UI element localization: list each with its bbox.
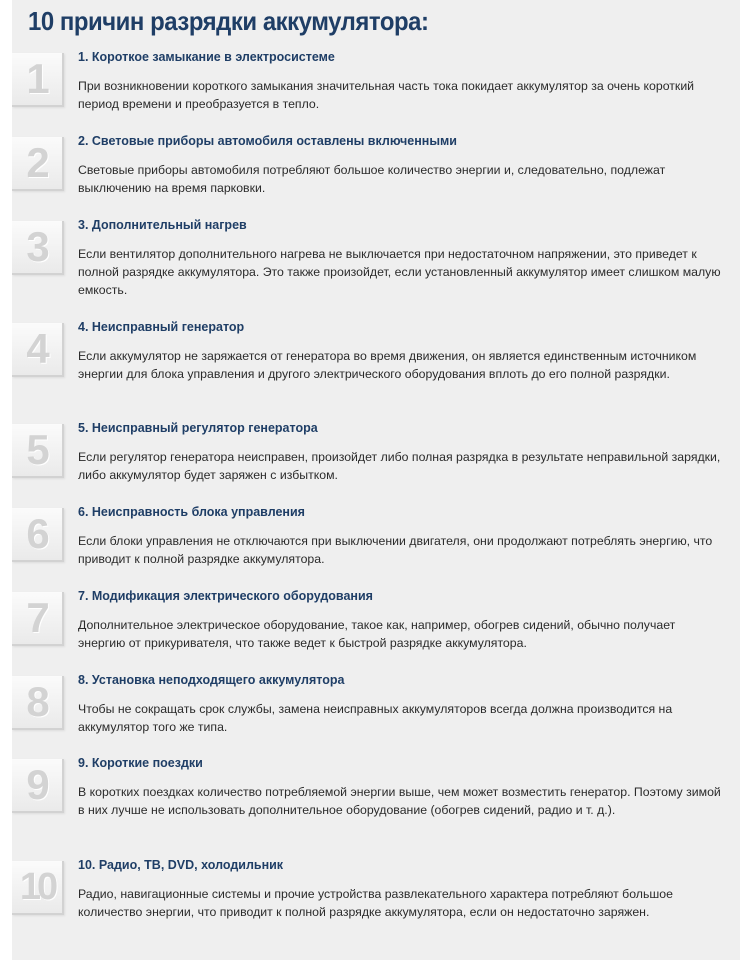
item-text: В коротких поездках количество потребляемой энергии выше, чем может возместить генератор. Поэтому зимой в них лучше не использовать дополнительное оборудование (обогрев сидений, радио и т. д.). (78, 785, 721, 817)
item-heading: 5. Неисправный регулятор генератора (78, 421, 318, 435)
item-text: При возникновении короткого замыкания значительная часть тока покидает аккумулятор за очень короткий период времени и преобразуется в тепло. (78, 79, 695, 111)
number-badge: 2 (12, 137, 64, 191)
item-text: Если блоки управления не отключаются при выключении двигателя, они продолжают потреблять энергию, что приводит к полной разрядке аккумулятора. (78, 534, 713, 566)
item-text: Радио, навигационные системы и прочие устройства развлекательного характера потребляют большое количество энергии, что приводит к полной разрядке аккумулятора, если он недостаточно заряжен. (78, 887, 673, 919)
item-text: Дополнительное электрическое оборудование, такое как, например, обогрев сидений, обычно получает энергию от прикуривателя, что также ведет к быстрой разрядке аккумулятора. (78, 618, 676, 650)
item-heading: 3. Дополнительный нагрев (78, 218, 247, 232)
item-text: Если вентилятор дополнительного нагрева не выключается при недостаточном напряжении, это приведет к полной разрядке аккумулятора. Это также произойдет, если установленный аккумулятор имеет слишком малую емкость. (78, 247, 721, 297)
item-text: Если аккумулятор не заряжается от генератора во время движения, он является единственным источником энергии для блока управления и другого электрического оборудования вплоть до его полной разрядки. (78, 349, 697, 381)
content-panel (12, 0, 740, 960)
item-text: Световые приборы автомобиля потребляют большое количество энергии и, следовательно, подлежат выключению на время парковки. (78, 163, 666, 195)
item-text: Чтобы не сокращать срок службы, замена неисправных аккумуляторов всегда должна производится на аккумулятор того же типа. (78, 702, 673, 734)
item-heading: 6. Неисправность блока управления (78, 505, 305, 519)
item-heading: 8. Установка неподходящего аккумулятора (78, 673, 345, 687)
item-heading: 1. Короткое замыкание в электросистеме (78, 50, 335, 64)
item-text: Если регулятор генератора неисправен, произойдет либо полная разрядка в результате неправильной зарядки, либо аккумулятор будет заряжен с избытком. (78, 450, 721, 482)
item-heading: 7. Модификация электрического оборудования (78, 589, 373, 603)
item-heading: 9. Короткие поездки (78, 756, 203, 770)
item-heading: 10. Радио, ТВ, DVD, холодильник (78, 858, 284, 872)
page-title: 10 причин разрядки аккумулятора: (28, 6, 429, 36)
item-heading: 2. Световые приборы автомобиля оставлены включенными (78, 134, 457, 148)
number-badge: 9 (12, 759, 64, 813)
number-badge: 1 (12, 53, 64, 107)
number-badge: 10 (12, 861, 64, 915)
number-badge: 7 (12, 592, 64, 646)
item-heading: 4. Неисправный генератор (78, 320, 245, 334)
number-badge: 3 (12, 221, 64, 275)
number-badge: 4 (12, 323, 64, 377)
number-badge: 5 (12, 424, 64, 478)
number-badge: 6 (12, 508, 64, 562)
number-badge: 8 (12, 676, 64, 730)
